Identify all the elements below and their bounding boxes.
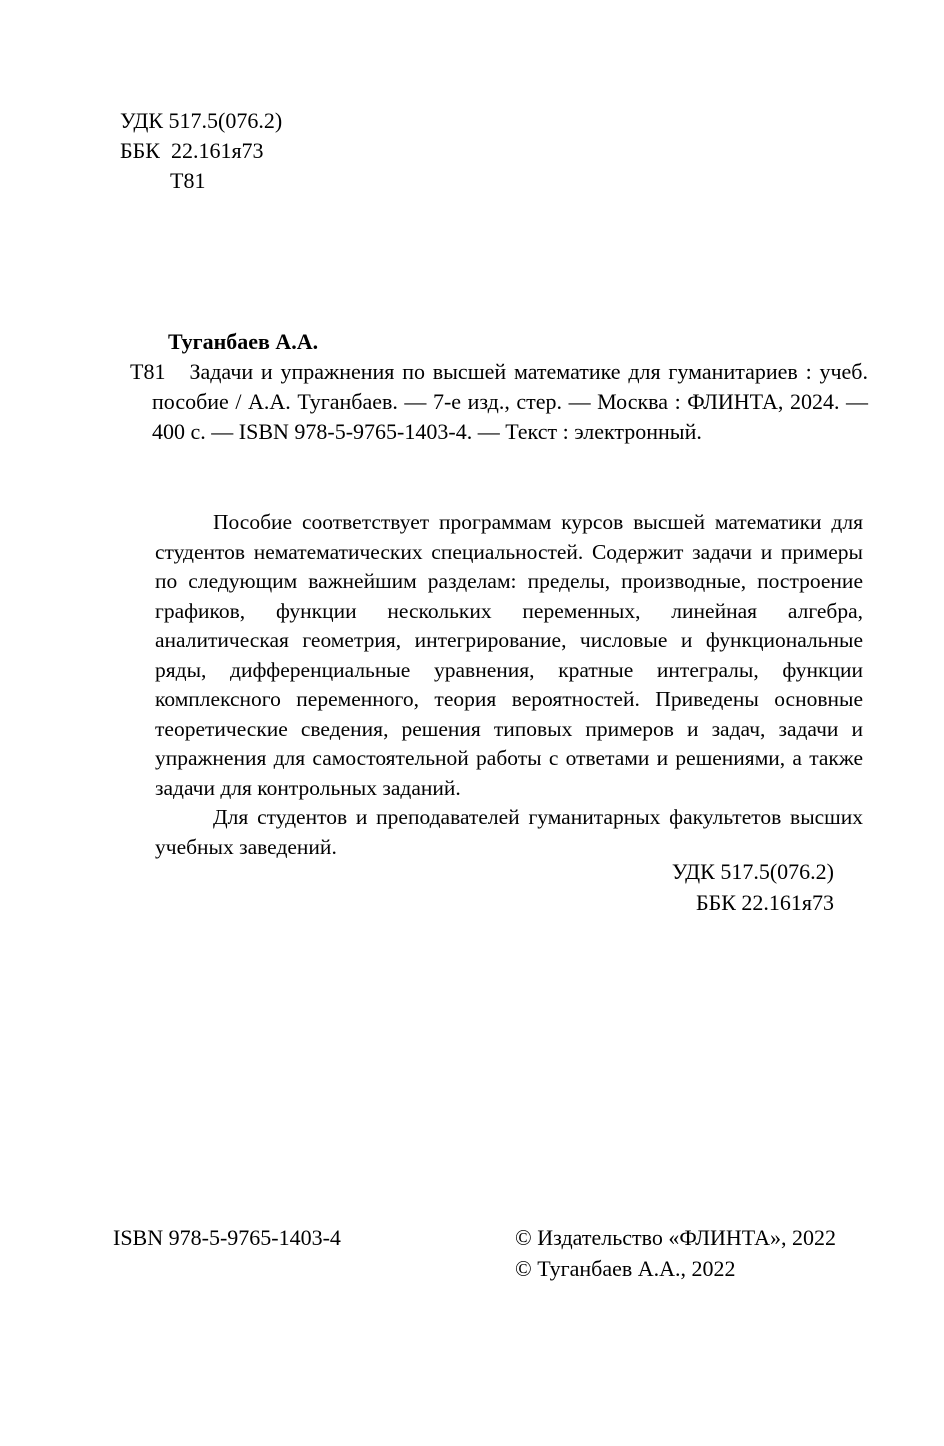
bib-entry-text: Задачи и упражнения по высшей математике для гуманитариев : учеб. пособие / А.А. Туганбаев. — 7-е изд., стер. — Москва : ФЛИНТА, 2024. — 400 с. — ISBN 978-5-9765-1403-4. — Текст : электронный. <box>152 359 868 444</box>
abstract-block <box>155 508 863 862</box>
bbk-code-right: ББК 22.161я73 <box>695 890 834 915</box>
bibliographic-entry <box>130 357 868 447</box>
book-code-t81: Т81 <box>170 168 206 193</box>
udk-code-right: УДК 517.5(076.2) <box>671 859 834 884</box>
isbn-number: ISBN 978-5-9765-1403-4 <box>113 1225 341 1250</box>
bbk-code-top: ББК 22.161я73 <box>120 138 264 163</box>
right-classification-codes <box>672 856 834 918</box>
copyright-author: © Туганбаев А.А., 2022 <box>515 1256 736 1281</box>
copyright-publisher: © Издательство «ФЛИНТА», 2022 <box>515 1225 836 1250</box>
abstract-paragraph-1: Пособие соответствует программам курсов высшей математики для студентов нематематических специальностей. Содержит задачи и примеры по следующим важнейшим разделам: пределы, производные, построение графиков, функции нескольких переменных, линейная алгебра, аналитическая геометрия, интегрирование, числовые и функциональные ряды, дифференциальные уравнения, кратные интегралы, функции комплексного переменного, теория вероятностей. Приведены основные теоретические сведения, решения типовых примеров и задач, задачи и упражнения для самостоятельной работы с ответами и решениями, а также задачи для контрольных заданий. <box>155 510 863 800</box>
abstract-paragraph-2: Для студентов и преподавателей гуманитарных факультетов высших учебных заведений. <box>155 805 863 859</box>
copyright-block <box>515 1222 836 1284</box>
bib-entry-code: Т81 <box>130 359 166 384</box>
top-classification-codes <box>120 106 282 196</box>
footer-row <box>113 1222 836 1284</box>
udk-code-top: УДК 517.5(076.2) <box>120 108 283 133</box>
author-heading: Туганбаев А.А. <box>168 329 319 354</box>
